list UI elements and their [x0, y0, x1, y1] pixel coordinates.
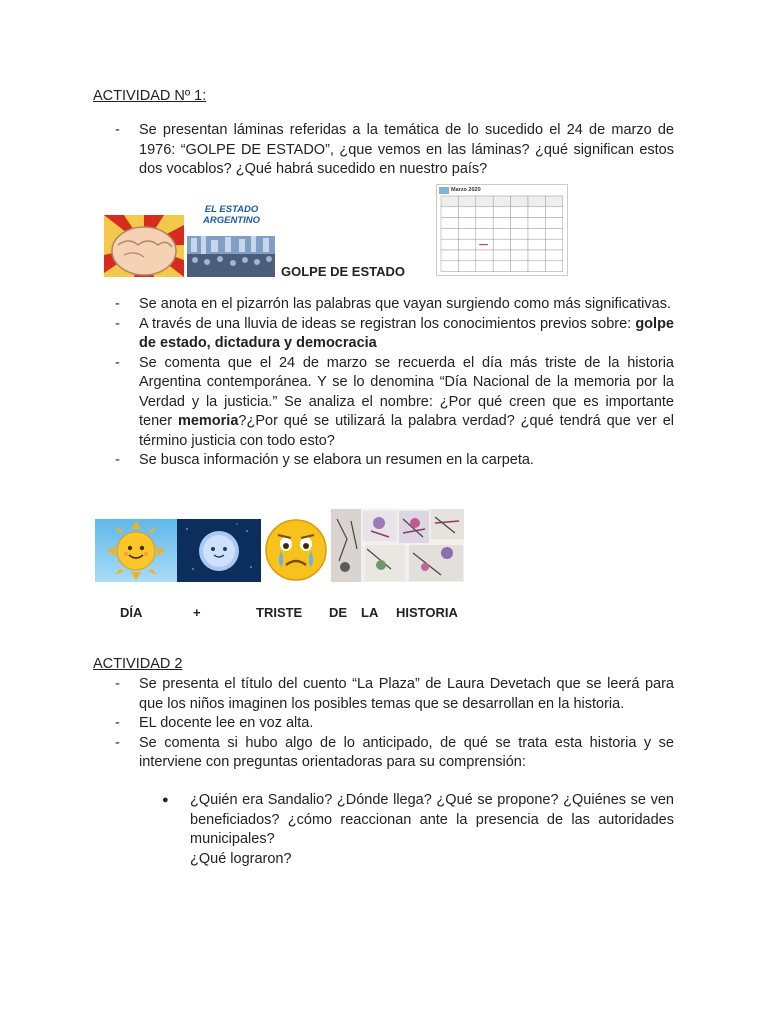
sub-bullet-text: [166, 791, 674, 869]
list-item-text: Se comenta si hubo algo de lo anticipado, de qué se trata esta historia y se interviene con preguntas orientadoras para su comprensión:: [139, 734, 674, 770]
list-item: [93, 354, 674, 452]
dash-bullet: -: [115, 296, 120, 312]
bullet-dot: ●: [162, 794, 169, 806]
caption-word-dia: DÍA: [120, 605, 143, 620]
estado-argentino-image: [187, 196, 275, 277]
activity-2-list: [93, 675, 674, 773]
sub-question-2: ¿Qué lograron?: [190, 850, 292, 867]
caption-word-la: LA: [361, 605, 379, 620]
caption-word-plus: +: [193, 605, 201, 620]
dash-bullet: -: [115, 715, 120, 731]
list-item-text: Se presenta el título del cuento “La Plaza” de Laura Devetach que se leerá para que los niños imaginen los posibles temas que se desarrollan en la historia.: [139, 676, 674, 712]
list-item-text: EL docente lee en voz alta.: [139, 715, 314, 731]
calendar-grid: [437, 185, 567, 275]
list-item-text: A través de una lluvia de ideas se registran los conocimientos previos sobre:: [139, 315, 636, 332]
list-item-text: Se anota en el pizarrón las palabras que vayan surgiendo como más significativas.: [139, 296, 671, 312]
activity-1-heading: ACTIVIDAD Nº 1:: [93, 88, 207, 104]
estado-label-line2: ARGENTINO: [203, 215, 260, 226]
dash-bullet: -: [115, 122, 120, 138]
list-item-text: Se comenta que el 24 de marzo se recuerda el día más triste de la historia Argentina contemporánea. Y se lo denomina “Día Nacional de la memoria por la Verdad y la justicia.” Se analiza el nombre: ¿Por qué creen que es importante tener: [139, 354, 674, 429]
calendar-title: Marzo 2020: [451, 187, 481, 193]
estado-label-line1: EL ESTADO: [204, 204, 259, 215]
activity-1-list: [93, 295, 674, 471]
dash-bullet: -: [115, 452, 120, 468]
caption-word-historia: HISTORIA: [396, 605, 458, 620]
list-item: [93, 121, 674, 180]
fist-image: [104, 215, 184, 277]
history-collage-image: [331, 509, 464, 582]
list-item: [93, 295, 674, 315]
list-item: [93, 714, 674, 734]
list-item-text: Se busca información y se elabora un resumen en la carpeta.: [139, 452, 534, 468]
calendar-march-image: [436, 184, 568, 276]
activity-1-list-top: [93, 121, 674, 180]
dash-bullet: -: [115, 354, 120, 371]
dash-bullet: -: [115, 734, 120, 751]
list-item-bold: memoria: [177, 413, 239, 429]
golpe-caption: GOLPE DE ESTADO: [281, 264, 405, 279]
sub-bullet-item: [162, 791, 674, 869]
caption-word-de: DE: [329, 605, 348, 620]
list-item: [93, 675, 674, 714]
list-item: [93, 734, 674, 773]
sun-image: [95, 519, 177, 582]
list-item-text: Se presentan láminas referidas a la temática de lo sucedido el 24 de marzo de 1976: “GOLPE DE ESTADO”, ¿que vemos en las láminas? ¿qué significan estos dos vocablos? ¿Qué habrá sucedido en nuestro país?: [139, 122, 674, 177]
dash-bullet: -: [115, 315, 120, 332]
dash-bullet: -: [115, 676, 120, 692]
list-item: [93, 315, 674, 354]
list-item: [93, 451, 674, 471]
activity-2-heading: ACTIVIDAD 2: [93, 656, 183, 672]
sad-face-image: [263, 517, 329, 583]
caption-word-triste: TRISTE: [256, 605, 303, 620]
list-item-bold: golpe de estado, dictadura y democracia: [139, 315, 674, 351]
sub-question-1: ¿Quién era Sandalio? ¿Dónde llega? ¿Qué se propone? ¿Quiénes se ven beneficiados? ¿cómo reaccionan ante la presencia de las autoridades municipales?: [190, 792, 674, 847]
moon-image: [177, 519, 261, 582]
list-item-text: ?¿Por qué se utilizará la palabra verdad? ¿qué tendrá que ver el término justicia con todo esto?: [139, 413, 674, 449]
